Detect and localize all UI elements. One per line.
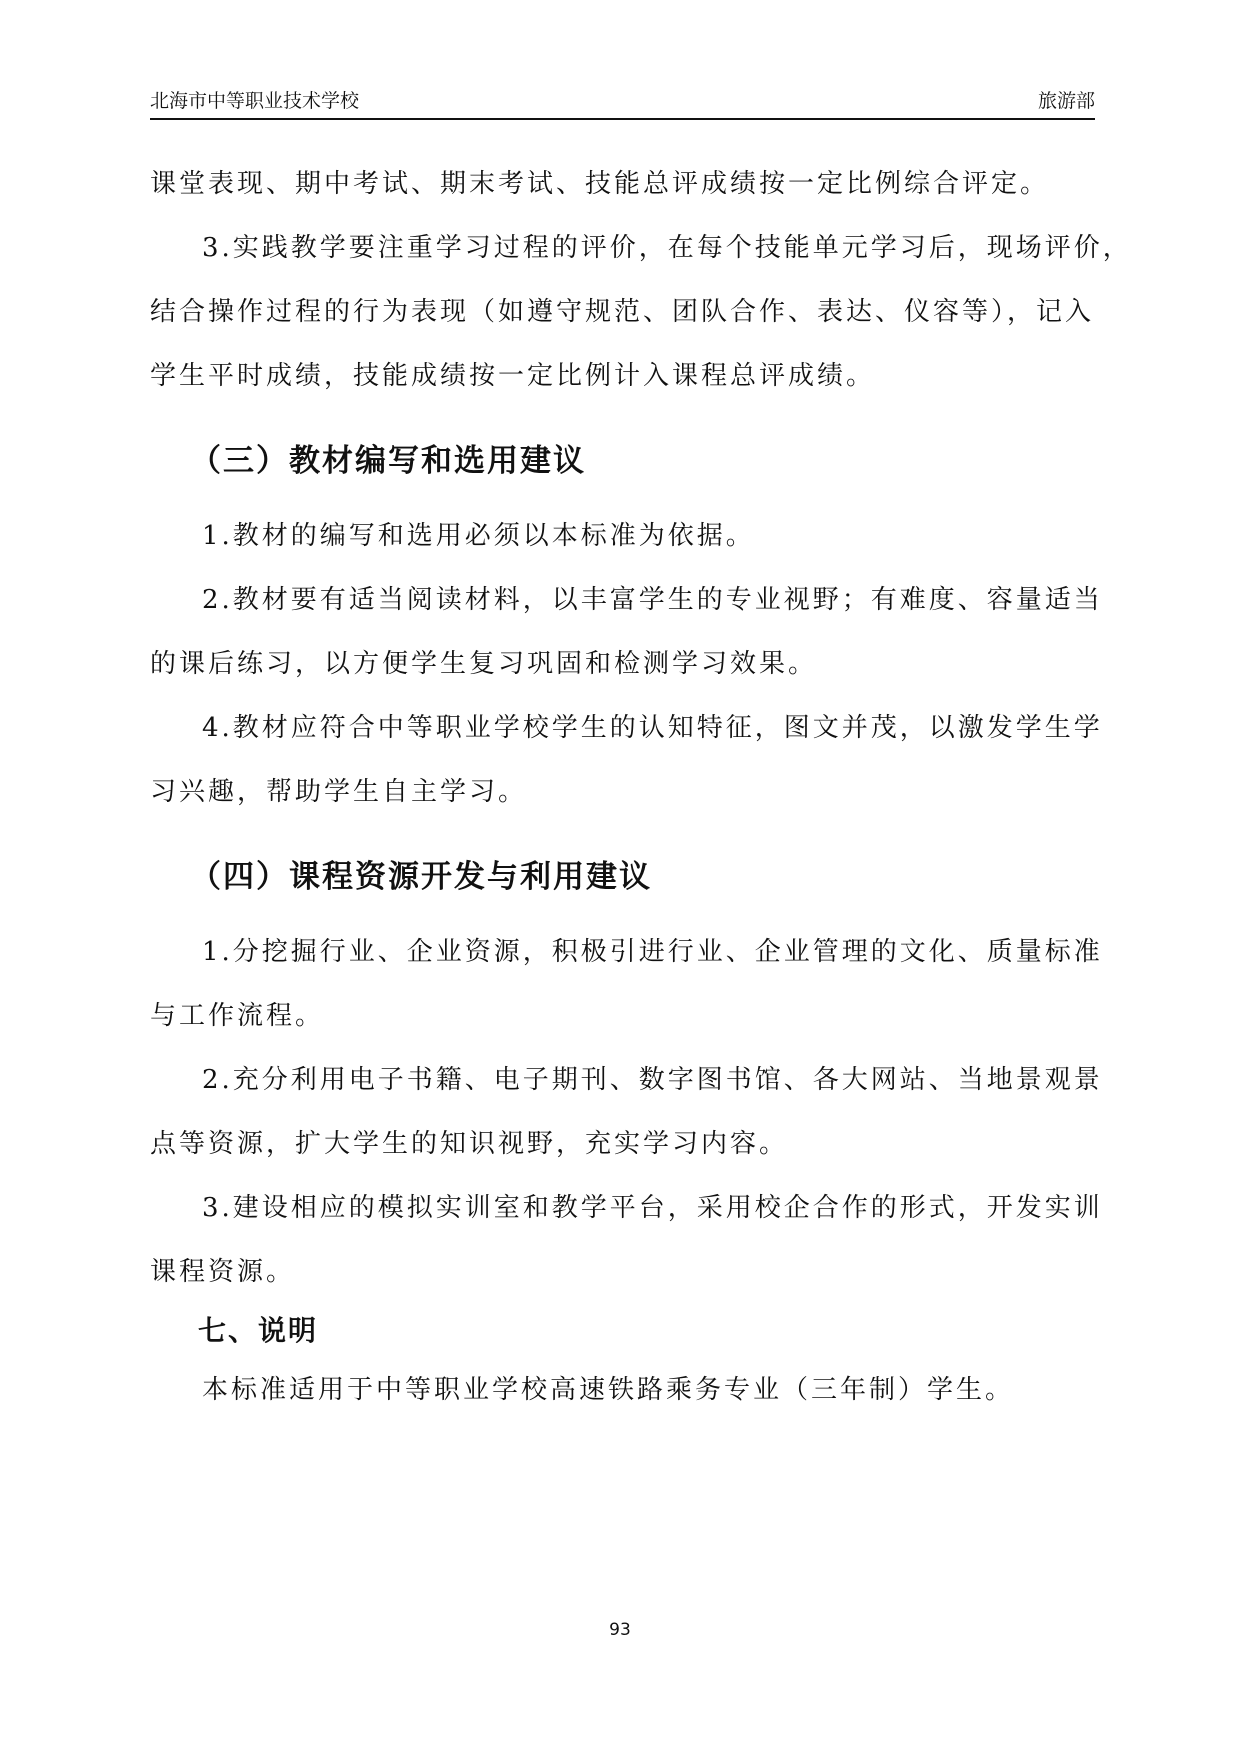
paragraph-line: 课堂表现、期中考试、期末考试、技能总评成绩按一定比例综合评定。 — [150, 169, 1050, 199]
paragraph-line: 的课后练习，以方便学生复习巩固和检测学习效果。 — [150, 649, 818, 679]
section-heading-explanation: 七、说明 — [198, 1314, 319, 1347]
school-name: 北海市中等职业技术学校 — [150, 90, 360, 112]
page-header — [150, 84, 1095, 120]
paragraph-line: 4.教材应符合中等职业学校学生的认知特征，图文并茂，以激发学生学 — [202, 713, 1103, 743]
section-heading-resources: （四）课程资源开发与利用建议 — [190, 859, 652, 895]
paragraph-line: 1.教材的编写和选用必须以本标准为依据。 — [202, 521, 755, 551]
paragraph-line: 与工作流程。 — [150, 1001, 325, 1031]
page-number: 93 — [609, 1620, 631, 1640]
paragraph-line: 习兴趣，帮助学生自主学习。 — [150, 777, 528, 807]
department-name: 旅游部 — [1037, 90, 1095, 112]
paragraph-line: 课程资源。 — [150, 1257, 296, 1287]
paragraph-line: 点等资源，扩大学生的知识视野，充实学习内容。 — [150, 1129, 789, 1159]
section-heading-textbook: （三）教材编写和选用建议 — [190, 443, 586, 479]
paragraph-line: 学生平时成绩，技能成绩按一定比例计入课程总评成绩。 — [150, 361, 876, 391]
paragraph-line: 本标准适用于中等职业学校高速铁路乘务专业（三年制）学生。 — [202, 1375, 1015, 1405]
document-body — [150, 152, 1132, 1422]
paragraph-line: 3.建设相应的模拟实训室和教学平台，采用校企合作的形式，开发实训 — [202, 1193, 1103, 1223]
paragraph-line: 2.充分利用电子书籍、电子期刊、数字图书馆、各大网站、当地景观景 — [202, 1065, 1103, 1095]
paragraph-line: 2.教材要有适当阅读材料，以丰富学生的专业视野；有难度、容量适当 — [202, 585, 1103, 615]
paragraph-line: 3.实践教学要注重学习过程的评价，在每个技能单元学习后，现场评价， — [202, 233, 1132, 263]
paragraph-line: 结合操作过程的行为表现（如遵守规范、团队合作、表达、仪容等），记入 — [150, 297, 1095, 327]
paragraph-line: 1.分挖掘行业、企业资源，积极引进行业、企业管理的文化、质量标准 — [202, 937, 1103, 967]
